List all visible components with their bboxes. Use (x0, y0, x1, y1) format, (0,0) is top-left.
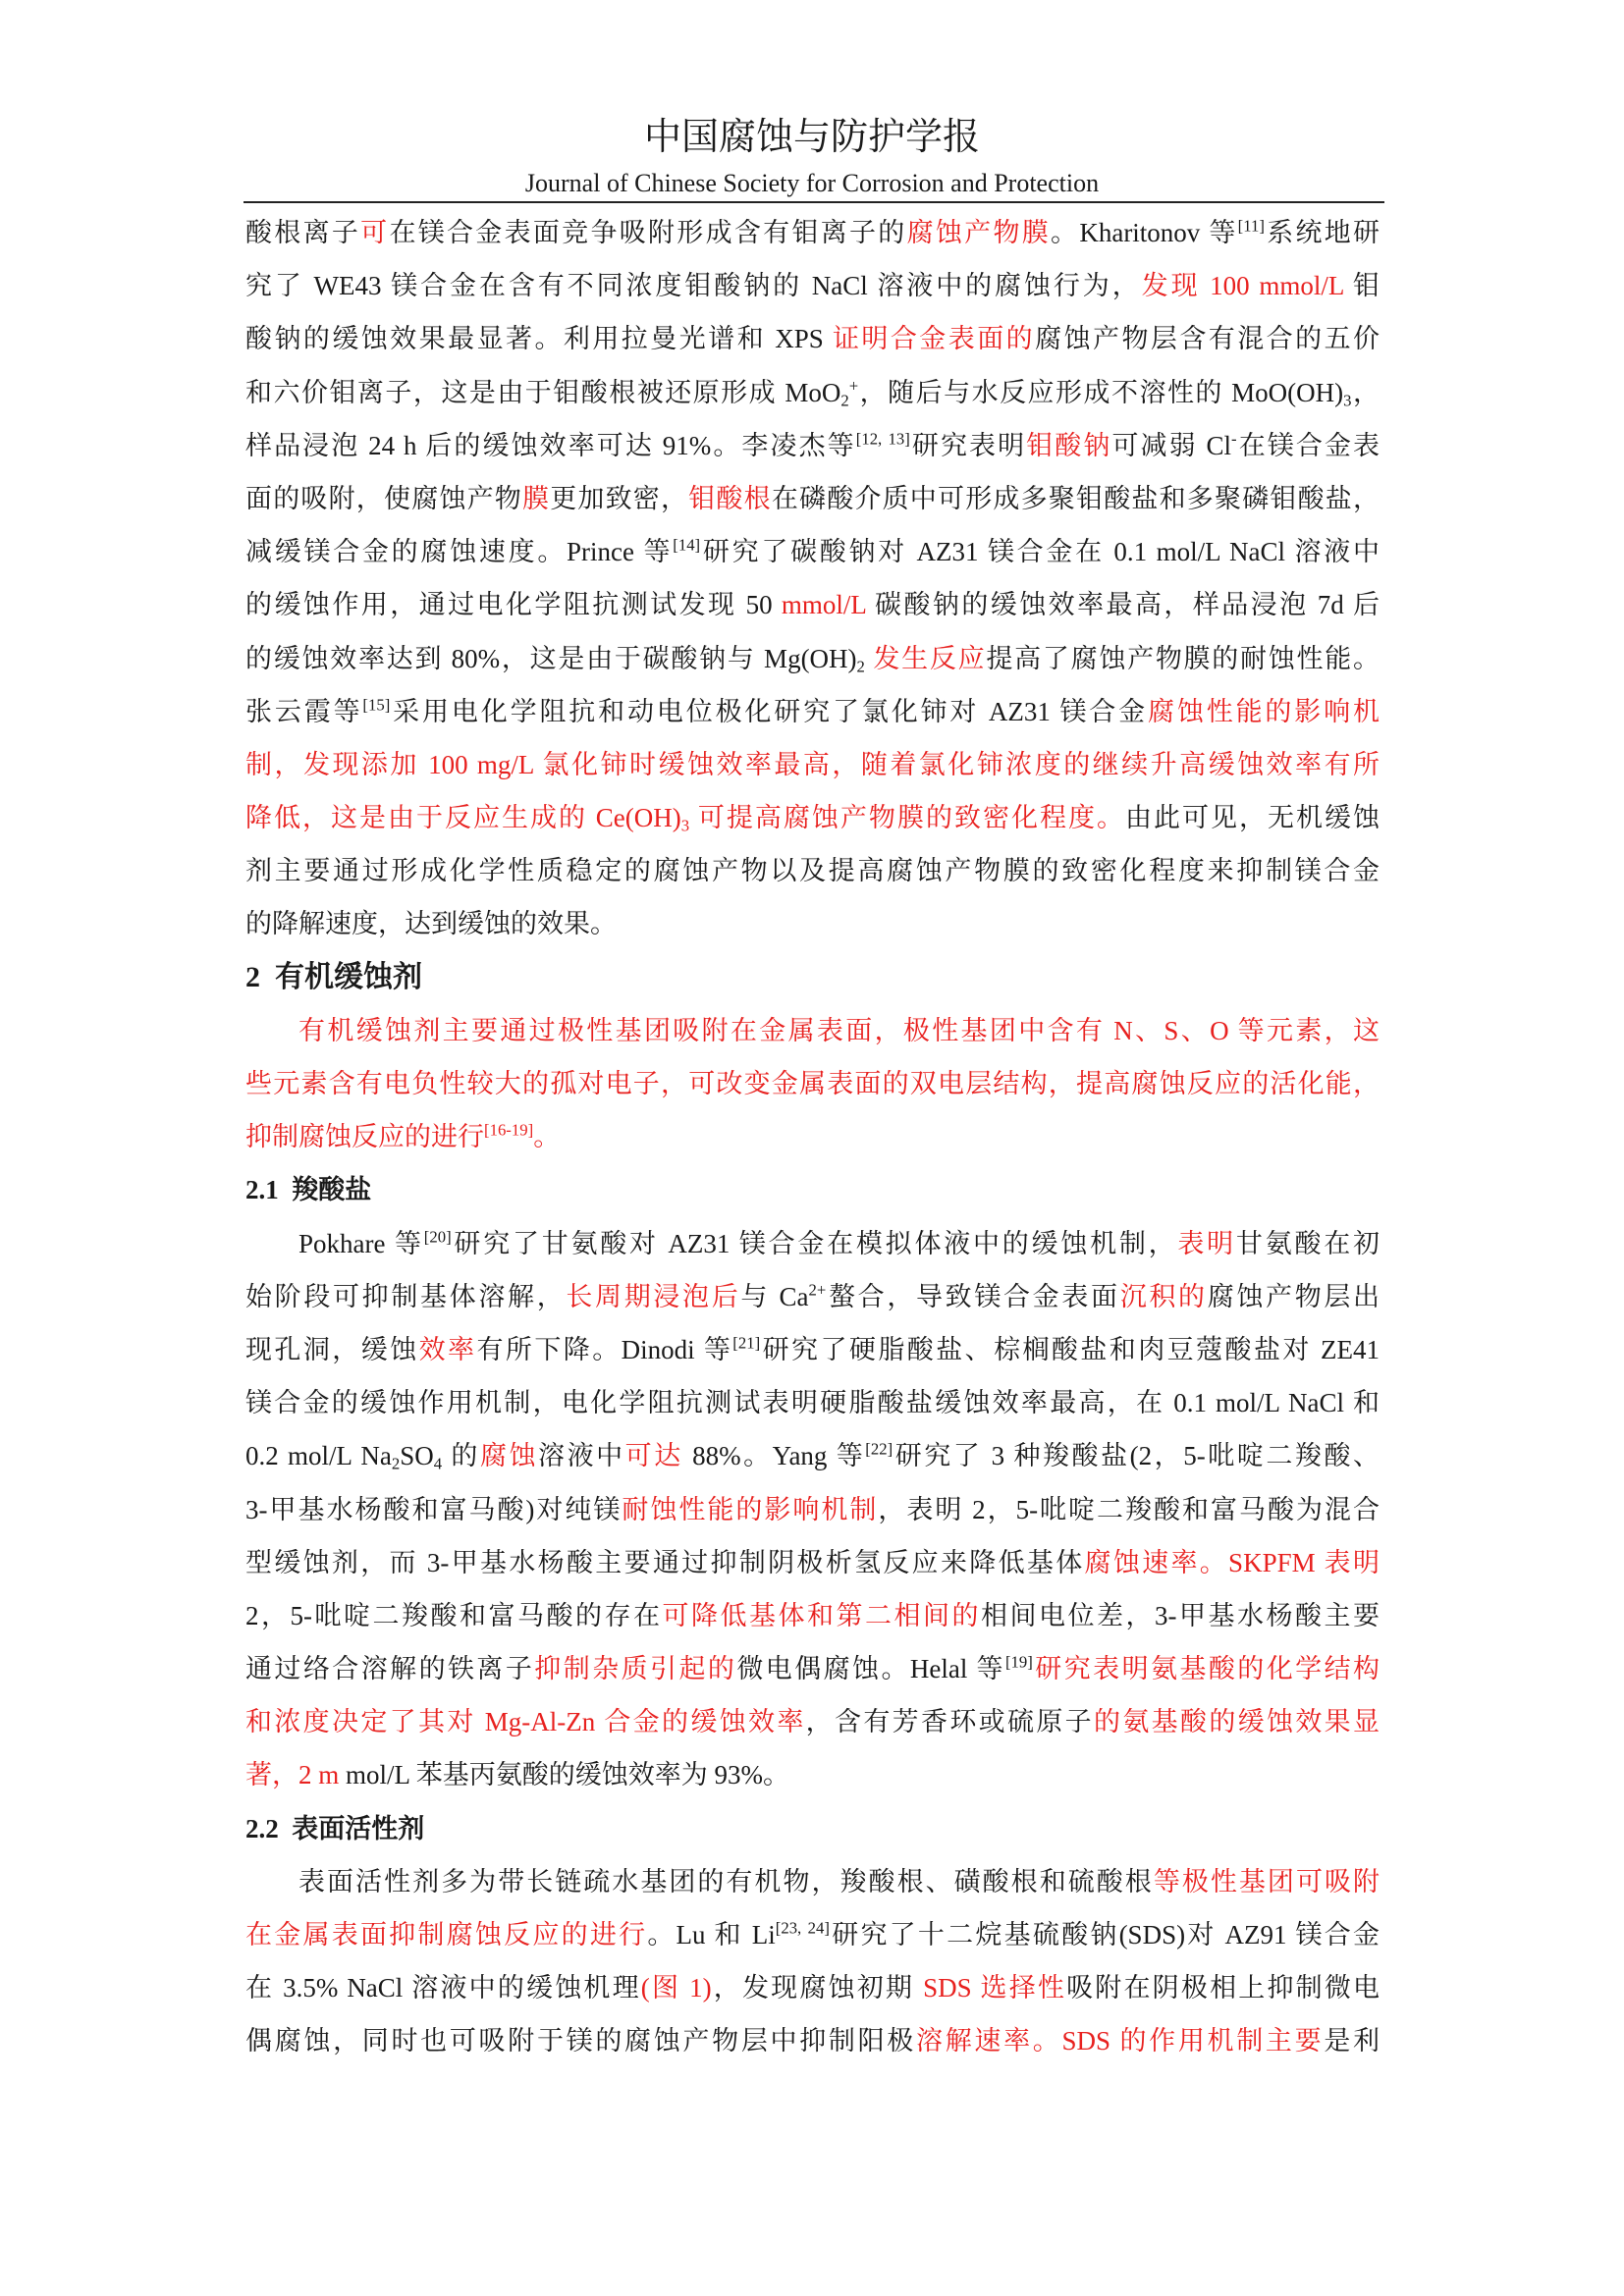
text-line (245, 1536, 1380, 1589)
citation: [19] (1004, 1652, 1033, 1672)
highlighted-text: 腐蚀速率。SKPFM 表明 (1084, 1547, 1380, 1577)
text-run: 研究了甘氨酸对 AZ31 镁合金在模拟体液中的缓蚀机制， (451, 1228, 1178, 1258)
subsection-title: 表面活性剂 (292, 1813, 425, 1844)
text-run: ， (1351, 377, 1380, 407)
text-line (245, 1589, 1380, 1642)
highlighted-text: 和浓度决定了其对 Mg-Al-Zn 合金的缓蚀效率 (245, 1707, 806, 1737)
text-line (245, 312, 1380, 365)
text-run: ，随后与水反应形成不溶性的 MoO(OH) (858, 377, 1344, 407)
text-line (245, 1961, 1380, 2014)
text-run: 酸钠的缓蚀效果最显著。利用拉曼光谱和 XPS (245, 324, 833, 354)
subsection-title: 羧酸盐 (292, 1175, 372, 1206)
text-run: 和六价钼离子，这是由于钼酸根被还原形成 MoO (245, 377, 841, 407)
text-run: 在镁合金表 (1236, 430, 1380, 460)
text-run: 研究了十二烷基硫酸钠(SDS)对 AZ91 镁合金 (829, 1920, 1380, 1949)
highlighted-text: 可达 (624, 1441, 683, 1471)
text-run: 0.2 mol/L Na (245, 1441, 392, 1471)
highlighted-text: 腐蚀产物膜 (906, 218, 1052, 247)
text-run: 螯合，导致镁合金表面 (826, 1281, 1120, 1311)
text-run: 溶液中 (538, 1441, 625, 1471)
highlighted-text: 钼酸根 (688, 483, 772, 513)
citation: [20] (423, 1227, 452, 1247)
text-run: 的缓蚀效率达到 80%，这是由于碳酸钠与 Mg(OH) (245, 643, 857, 673)
paragraph-organic-inhibitors-intro (245, 1004, 1380, 1164)
text-run: 钼 (1343, 271, 1380, 301)
text-run: 腐蚀产物层出 (1207, 1281, 1380, 1311)
text-run: 研究了 3 种羧酸盐(2，5-吡啶二羧酸、 (893, 1441, 1380, 1471)
citation: [21] (732, 1333, 761, 1353)
highlighted-text: 研究表明氨基酸的化学结构 (1032, 1654, 1380, 1684)
text-run: 采用电化学阻抗和动电位极化研究了氯化铈对 AZ31 镁合金 (390, 696, 1149, 726)
text-line (245, 632, 1380, 685)
text-run: 剂主要通过形成化学性质稳定的腐蚀产物以及提高腐蚀产物膜的致密化程度来抑制镁合金 (245, 856, 1380, 886)
highlighted-text: 膜 (522, 483, 551, 513)
text-run: 。Lu 和 Li (647, 1920, 776, 1949)
highlighted-text: 表明 (1177, 1228, 1236, 1258)
text-run: 碳酸钠的缓蚀效率最高，样品浸泡 7d 后 (865, 590, 1380, 620)
highlighted-text: 发生反应 (864, 643, 987, 673)
highlighted-text: 耐蚀性能的影响机制 (622, 1494, 879, 1524)
citation: [14] (673, 535, 701, 555)
article-body (245, 206, 1380, 2068)
highlighted-text: 可 (360, 218, 390, 247)
highlighted-text: 可降低基体和第二相间的 (662, 1600, 981, 1630)
highlighted-text: 在金属表面抑制腐蚀反应的进行 (245, 1920, 648, 1949)
text-line (245, 685, 1380, 738)
superscript: 2+ (808, 1280, 827, 1300)
highlighted-text: 有机缓蚀剂主要通过极性基团吸附在金属表面，极性基团中含有 N、S、O 等元素，这 (298, 1015, 1380, 1045)
text-line (245, 738, 1380, 791)
highlighted-text: 钼酸钠 (1026, 430, 1112, 460)
text-run: 始阶段可抑制基体溶解， (245, 1281, 567, 1311)
text-line (245, 525, 1380, 578)
text-run: 系统地研 (1264, 218, 1380, 247)
text-run: mol/L 苯基丙氨酸的缓蚀效率为 93%。 (339, 1760, 790, 1790)
citation: [23, 24] (775, 1918, 830, 1938)
text-run: 由此可见，无机缓蚀 (1124, 803, 1380, 833)
highlighted-text: 腐蚀性能的影响机 (1148, 696, 1380, 726)
text-run: 与 Ca (740, 1281, 809, 1311)
text-run: 相间电位差，3-甲基水杨酸主要 (981, 1600, 1380, 1630)
subsection-number: 2.1 (245, 1175, 279, 1205)
highlighted-text: 的氨基酸的缓蚀效果显 (1094, 1707, 1380, 1737)
text-line (245, 1270, 1380, 1323)
section-heading-organic-inhibitors (245, 951, 1380, 1004)
section-number: 2 (245, 960, 260, 993)
text-run: 的缓蚀作用，通过电化学阻抗测试发现 50 (245, 590, 782, 620)
citation: [16-19] (484, 1120, 534, 1140)
text-run: 微电偶腐蚀。Helal 等 (736, 1654, 1005, 1684)
text-run: 张云霞等 (245, 696, 363, 726)
text-run: 。Kharitonov 等 (1051, 218, 1238, 247)
text-run: 的降解速度，达到缓蚀的效果。 (245, 909, 617, 939)
text-run: 甘氨酸在初 (1235, 1228, 1380, 1258)
text-run: 表面活性剂多为带长链疏水基团的有机物，羧酸根、磺酸根和硫酸根 (298, 1866, 1154, 1896)
text-line (245, 472, 1380, 525)
text-run: 88%。Yang 等 (682, 1441, 866, 1471)
text-run: Pokhare 等 (298, 1228, 424, 1258)
text-run: 腐蚀产物层含有混合的五价 (1035, 324, 1380, 354)
highlighted-text: 沉积的 (1119, 1281, 1208, 1311)
text-line (245, 419, 1380, 472)
text-run: 偶腐蚀，同时也可吸附于镁的腐蚀产物层中抑制阳极 (245, 2026, 916, 2056)
highlighted-text: SDS 选择性 (923, 1973, 1067, 2003)
text-run: 面的吸附，使腐蚀产物 (245, 483, 522, 513)
highlighted-text: mmol/L (781, 590, 866, 620)
text-line (245, 1855, 1380, 1908)
text-run: 3-甲基水杨酸和富马酸)对纯镁 (245, 1494, 623, 1524)
highlighted-text: 效率 (418, 1334, 477, 1364)
citation: [12, 13] (855, 429, 910, 449)
text-run: 样品浸泡 24 h 后的缓蚀效率可达 91%。李凌杰等 (245, 430, 856, 460)
text-line (245, 1057, 1380, 1110)
text-line (245, 578, 1380, 631)
text-run: 型缓蚀剂，而 3-甲基水杨酸主要通过抑制阴极析氢反应来降低基体 (245, 1547, 1085, 1577)
citation: [11] (1237, 216, 1265, 236)
highlighted-text: 抑制杂质引起的 (534, 1654, 737, 1684)
text-line (245, 844, 1380, 897)
highlighted-text: 抑制腐蚀反应的进行 (245, 1122, 484, 1152)
text-run: 酸根离子 (245, 218, 361, 247)
text-run: 镁合金的缓蚀作用机制，电化学阻抗测试表明硬脂酸盐缓蚀效率最高，在 0.1 mol/L NaCl 和 (245, 1388, 1380, 1418)
highlighted-text: 著，2 m (245, 1760, 340, 1790)
text-line (245, 1376, 1380, 1429)
text-line (245, 1748, 1380, 1801)
text-run: 更加致密， (550, 483, 689, 513)
highlighted-text: 证明合金表面的 (832, 324, 1036, 354)
section-title: 有机缓蚀剂 (275, 959, 422, 994)
text-run: 在 3.5% NaCl 溶液中的缓蚀机理 (245, 1973, 641, 2003)
text-line (245, 1642, 1380, 1695)
highlighted-text: 溶解速率。SDS 的作用机制主要 (916, 2026, 1325, 2056)
text-line (245, 1429, 1380, 1482)
journal-title-zh: 中国腐蚀与防护学报 (643, 117, 980, 158)
text-line (245, 1695, 1380, 1748)
text-line (245, 366, 1380, 419)
highlighted-text: 等极性基团可吸附 (1153, 1866, 1380, 1896)
superscript: - (1231, 429, 1237, 449)
text-run: 可减弱 Cl (1111, 430, 1232, 460)
text-run: 研究表明 (909, 430, 1027, 460)
subscript: 4 (433, 1454, 443, 1473)
superscript: + (848, 376, 859, 396)
text-run: 在镁合金表面竞争吸附形成含有钼离子的 (389, 218, 907, 247)
subscript: 3 (680, 816, 690, 835)
highlighted-text: 。 (533, 1122, 561, 1152)
text-run: 有所下降。Dinodi 等 (476, 1334, 733, 1364)
text-run: 研究了碳酸钠对 AZ31 镁合金在 0.1 mol/L NaCl 溶液中 (700, 537, 1380, 567)
highlighted-text: 降低，这是由于反应生成的 Ce(OH) (245, 803, 681, 833)
subscript: 2 (856, 657, 865, 676)
subscript: 2 (391, 1454, 401, 1473)
paragraph-carboxylates (245, 1217, 1380, 1802)
text-run: 2，5-吡啶二羧酸和富马酸的存在 (245, 1600, 663, 1630)
text-run: 研究了硬脂酸盐、棕榈酸盐和肉豆蔻酸盐对 ZE41 (760, 1334, 1380, 1364)
text-run: 的 (442, 1441, 480, 1471)
paragraph-surfactants (245, 1855, 1380, 2068)
text-line (245, 1004, 1380, 1057)
text-run: 是利 (1324, 2026, 1380, 2056)
text-line (245, 897, 1380, 950)
citation: [15] (362, 695, 391, 715)
text-run: 减缓镁合金的腐蚀速度。Prince 等 (245, 537, 674, 567)
header-rule (244, 201, 1384, 203)
text-line (245, 1323, 1380, 1376)
subsection-heading-carboxylates (245, 1163, 1380, 1216)
highlighted-text: 些元素含有电负性较大的孤对电子，可改变金属表面的双电层结构，提高腐蚀反应的活化能， (245, 1069, 1380, 1098)
text-run: 通过络合溶解的铁离子 (245, 1654, 535, 1684)
text-run: 在磷酸介质中可形成多聚钼酸盐和多聚磷钼酸盐， (771, 483, 1380, 513)
text-run: 究了 WE43 镁合金在含有不同浓度钼酸钠的 NaCl 溶液中的腐蚀行为， (245, 271, 1142, 301)
text-line (245, 1217, 1380, 1270)
highlighted-text: 发现 100 mmol/L (1141, 271, 1344, 301)
text-line (245, 259, 1380, 312)
text-run: 现孔洞，缓蚀 (245, 1334, 419, 1364)
text-line (245, 206, 1380, 259)
text-run: 吸附在阴极相上抑制微电 (1066, 1973, 1380, 2003)
highlighted-text: (图 1) (640, 1973, 712, 2003)
text-run: SO (400, 1441, 434, 1471)
text-line (245, 1908, 1380, 1961)
text-line (245, 1483, 1380, 1536)
highlighted-text: 长周期浸泡后 (566, 1281, 741, 1311)
text-line (245, 2014, 1380, 2067)
subscript: 3 (1343, 391, 1352, 410)
subscript: 2 (840, 391, 849, 410)
journal-title-en: Journal of Chinese Society for Corrosion and Protection (524, 169, 1100, 197)
paragraph-inorganic-inhibitors-continued (245, 206, 1380, 951)
citation: [22] (865, 1439, 893, 1459)
highlighted-text: 可提高腐蚀产物膜的致密化程度。 (689, 803, 1125, 833)
highlighted-text: 腐蚀 (479, 1441, 539, 1471)
text-run: 提高了腐蚀产物膜的耐蚀性能。 (986, 643, 1380, 673)
subsection-number: 2.2 (245, 1813, 279, 1843)
text-line (245, 1110, 1380, 1163)
text-line (245, 791, 1380, 844)
text-run: ，表明 2，5-吡啶二羧酸和富马酸为混合 (878, 1494, 1380, 1524)
text-run: ，含有芳香环或硫原子 (805, 1707, 1094, 1737)
text-run: ，发现腐蚀初期 (711, 1973, 924, 2003)
subsection-heading-surfactants (245, 1802, 1380, 1855)
highlighted-text: 制，发现添加 100 mg/L 氯化铈时缓蚀效率最高，随着氯化铈浓度的继续升高缓蚀效率有所 (245, 749, 1380, 779)
